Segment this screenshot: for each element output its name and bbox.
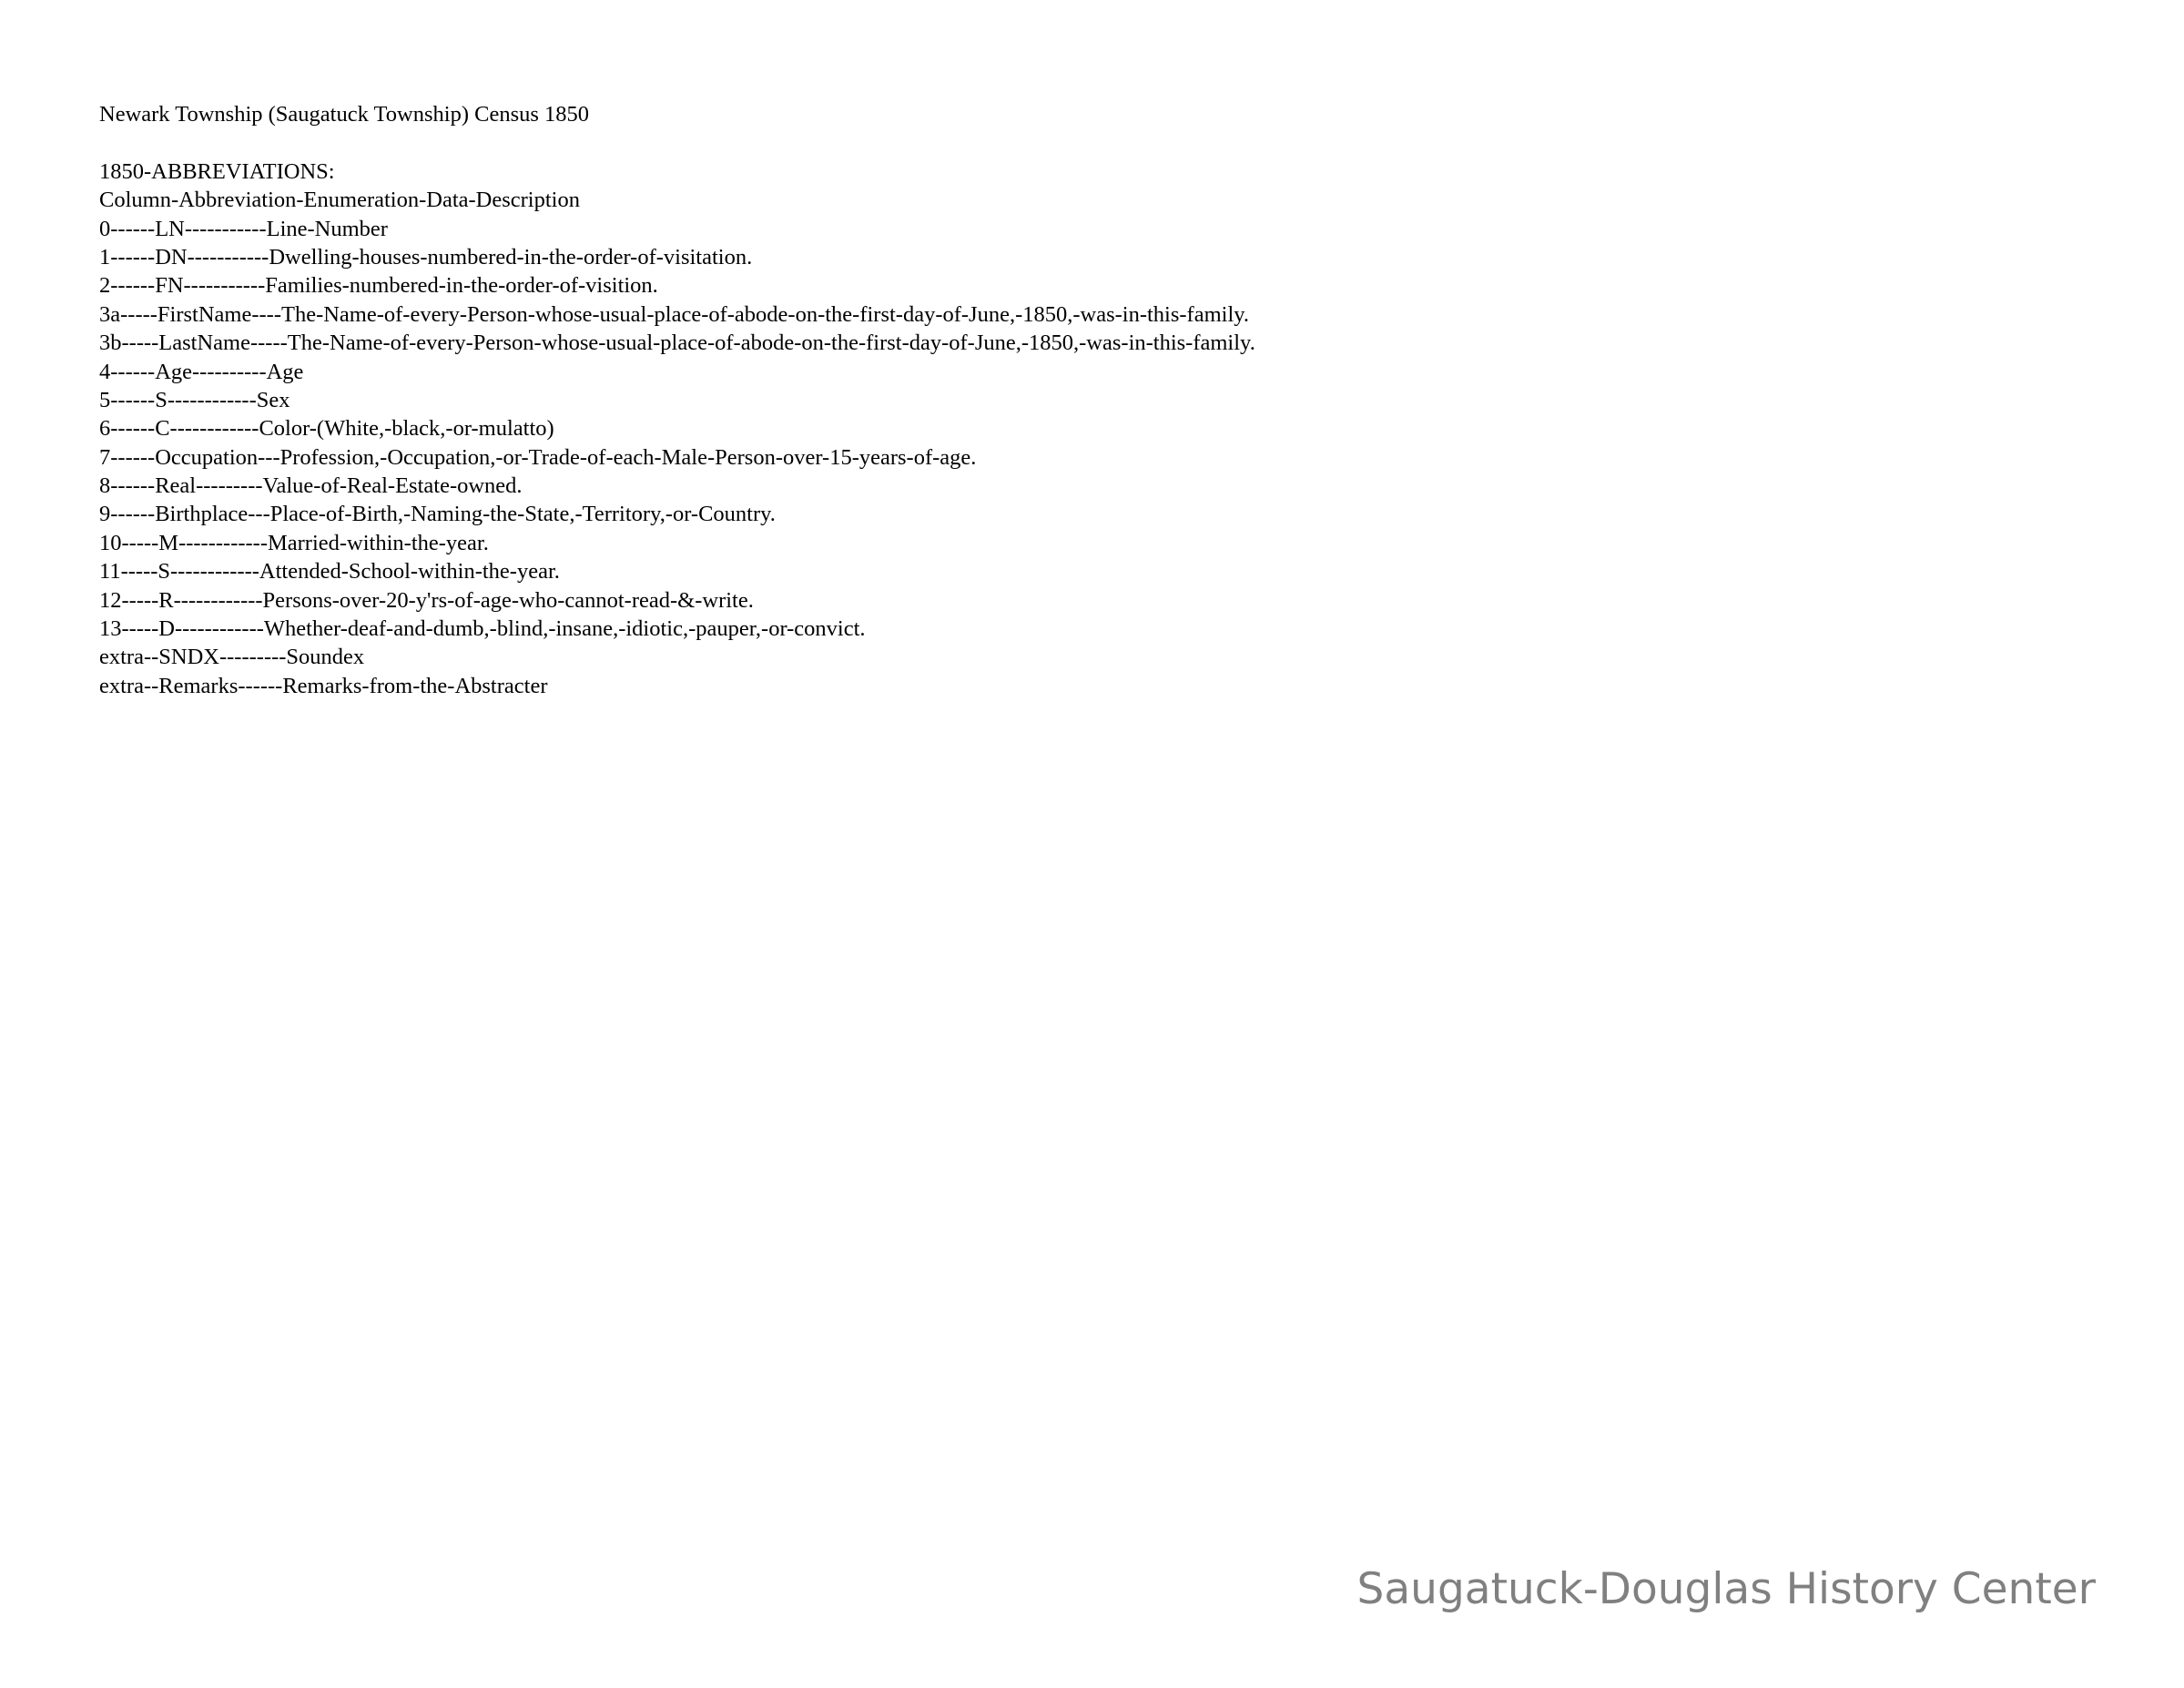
abbreviation-row: 2------FN-----------Families-numbered-in-the-order-of-visition.: [99, 273, 658, 299]
abbreviation-row: 3a-----FirstName----The-Name-of-every-Person-whose-usual-place-of-abode-on-the-first-day-of-June,-1850,-was-in-this-family.: [99, 301, 1250, 327]
abbreviation-row: 7------Occupation---Profession,-Occupation,-or-Trade-of-each-Male-Person-over-15-years-of-age.: [99, 444, 977, 470]
abbreviation-row: 5------S------------Sex: [99, 387, 290, 412]
abbreviations-heading: 1850-ABBREVIATIONS:: [99, 158, 335, 184]
watermark: Saugatuck-Douglas History Center: [1356, 1564, 2096, 1614]
abbreviation-row: 0------LN-----------Line-Number: [99, 216, 388, 241]
abbreviation-row: 9------Birthplace---Place-of-Birth,-Naming-the-State,-Territory,-or-Country.: [99, 502, 776, 527]
document-body: [99, 100, 1255, 700]
abbreviation-row: 10-----M------------Married-within-the-year.: [99, 530, 489, 555]
abbreviation-row: 11-----S------------Attended-School-within-the-year.: [99, 559, 560, 585]
abbreviation-row: extra--SNDX---------Soundex: [99, 645, 365, 670]
abbreviation-row: 8------Real---------Value-of-Real-Estate-owned.: [99, 473, 523, 499]
columns-header: Column-Abbreviation-Enumeration-Data-Description: [99, 188, 580, 213]
abbreviation-row: 4------Age----------Age: [99, 359, 304, 384]
abbreviation-row: 6------C------------Color-(White,-black,-or-mulatto): [99, 416, 554, 442]
abbreviation-row: 3b-----LastName-----The-Name-of-every-Person-whose-usual-place-of-abode-on-the-first-day-of-June,-1850,-was-in-this-family.: [99, 330, 1255, 356]
abbreviation-row: 12-----R------------Persons-over-20-y'rs-of-age-who-cannot-read-&-write.: [99, 587, 754, 613]
abbreviation-row: extra--Remarks------Remarks-from-the-Abstracter: [99, 673, 548, 698]
abbreviation-row: 1------DN-----------Dwelling-houses-numbered-in-the-order-of-visitation.: [99, 244, 753, 269]
abbreviation-row: 13-----D------------Whether-deaf-and-dumb,-blind,-insane,-idiotic,-pauper,-or-convict.: [99, 616, 866, 642]
document-title: Newark Township (Saugatuck Township) Census 1850: [99, 102, 590, 127]
